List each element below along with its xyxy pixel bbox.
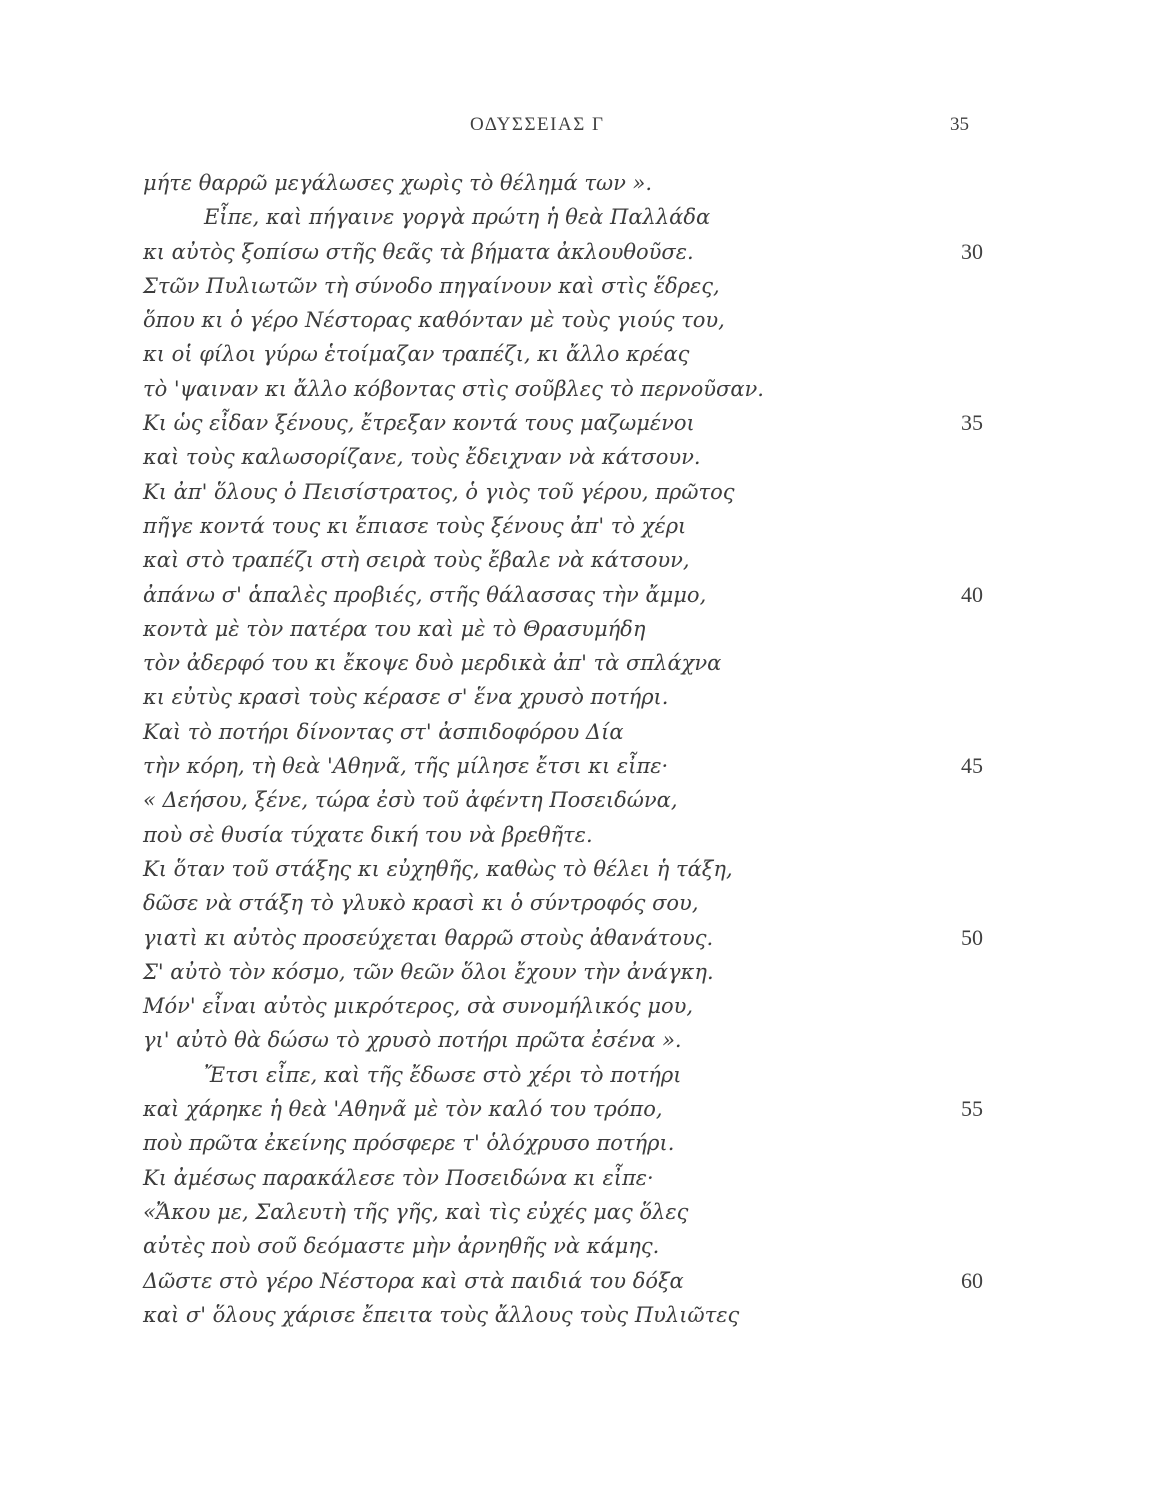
verse-text: αὐτὲς ποὺ σοῦ δεόμαστε μὴν ἀρνηθῆς νὰ κάμης. <box>143 1234 660 1259</box>
verse-text: Κι ὅταν τοῦ στάξης κι εὐχηθῆς, καθὼς τὸ θέλει ἡ τάξη, <box>143 856 733 881</box>
verse-line <box>143 1195 983 1229</box>
verse-line <box>143 921 983 955</box>
verse-line <box>143 1023 983 1057</box>
verse-line <box>143 1229 983 1263</box>
verse-text: Κι ἀμέσως παρακάλεσε τὸν Ποσειδώνα κι εἶπε· <box>143 1165 654 1190</box>
verse-line <box>143 612 983 646</box>
verse-line <box>143 989 983 1023</box>
verse-text: γι' αὐτὸ θὰ δώσω τὸ χρυσὸ ποτήρι πρῶτα ἐσένα ». <box>143 1028 682 1053</box>
verse-line <box>143 1264 983 1298</box>
verse-text: κι εὐτὺς κρασὶ τοὺς κέρασε σ' ἕνα χρυσὸ ποτήρι. <box>143 685 669 710</box>
verse-text: ποὺ πρῶτα ἐκείνης πρόσφερε τ' ὁλόχρυσο ποτήρι. <box>143 1131 675 1156</box>
verse-text: κι αὐτὸς ξοπίσω στῆς θεᾶς τὰ βήματα ἀκλουθοῦσε. <box>143 239 694 264</box>
verse-line <box>143 543 983 577</box>
verse-text: τὸν ἀδερφό του κι ἔκοψε δυὸ μερδικὰ ἀπ' τὰ σπλάχνα <box>143 651 722 676</box>
verse-line <box>143 680 983 714</box>
running-head <box>0 114 1149 144</box>
verse-line <box>143 1298 983 1332</box>
verse-text: « Δεήσου, ξένε, τώρα ἐσὺ τοῦ ἀφέντη Ποσειδώνα, <box>143 788 678 813</box>
verse-line <box>143 715 983 749</box>
verse-text: Σ' αὐτὸ τὸν κόσμο, τῶν θεῶν ὅλοι ἔχουν τὴν ἀνάγκη. <box>143 959 714 984</box>
verse-text: καὶ τοὺς καλωσορίζανε, τοὺς ἔδειχναν νὰ κάτσουν. <box>143 445 701 470</box>
line-number: 30 <box>961 238 983 264</box>
verse-text: κοντὰ μὲ τὸν πατέρα του καὶ μὲ τὸ Θρασυμήδη <box>143 616 646 641</box>
verse-line <box>143 783 983 817</box>
verse-line <box>143 852 983 886</box>
verse-text: μήτε θαρρῶ μεγάλωσες χωρὶς τὸ θέλημά των ». <box>143 171 653 195</box>
poem-text <box>143 166 983 1332</box>
running-head-title: ΟΔΥΣΣΕΙΑΣ Γ <box>470 114 605 135</box>
verse-line <box>143 200 983 234</box>
verse-text: καὶ στὸ τραπέζι στὴ σειρὰ τοὺς ἔβαλε νὰ κάτσουν, <box>143 548 690 573</box>
verse-line <box>143 818 983 852</box>
verse-text: «Ἄκου με, Σαλευτὴ τῆς γῆς, καὶ τὶς εὐχές μας ὅλες <box>143 1199 689 1224</box>
line-number: 45 <box>961 753 983 779</box>
line-number: 55 <box>961 1096 983 1122</box>
verse-line <box>143 509 983 543</box>
verse-text: Κι ἀπ' ὅλους ὁ Πεισίστρατος, ὁ γιὸς τοῦ γέρου, πρῶτος <box>143 479 735 504</box>
verse-line <box>143 578 983 612</box>
verse-text: Δῶστε στὸ γέρο Νέστορα καὶ στὰ παιδιά του δόξα <box>143 1268 684 1293</box>
verse-line <box>143 440 983 474</box>
verse-text: Στῶν Πυλιωτῶν τὴ σύνοδο πηγαίνουν καὶ στὶς ἕδρες, <box>143 273 720 298</box>
verse-text: ὅπου κι ὁ γέρο Νέστορας καθόνταν μὲ τοὺς γιούς του, <box>143 308 725 333</box>
verse-line <box>143 372 983 406</box>
verse-line <box>143 1126 983 1160</box>
verse-text: Καὶ τὸ ποτήρι δίνοντας στ' ἀσπιδοφόρου Δία <box>143 719 624 744</box>
verse-text: Εἶπε, καὶ πήγαινε γοργὰ πρώτη ἡ θεὰ Παλλάδα <box>204 205 711 230</box>
verse-text: τὸ 'ψαιναν κι ἄλλο κόβοντας στὶς σοῦβλες τὸ περνοῦσαν. <box>143 376 764 401</box>
verse-line <box>143 166 983 200</box>
verse-line <box>143 886 983 920</box>
verse-line <box>143 955 983 989</box>
verse-text: ποὺ σὲ θυσία τύχατε δική του νὰ βρεθῆτε. <box>143 822 593 847</box>
verse-line <box>143 1092 983 1126</box>
line-number: 60 <box>961 1267 983 1293</box>
verse-text: δῶσε νὰ στάξη τὸ γλυκὸ κρασὶ κι ὁ σύντροφός σου, <box>143 891 699 916</box>
verse-line <box>143 269 983 303</box>
line-number: 50 <box>961 924 983 950</box>
verse-line <box>143 1161 983 1195</box>
verse-line <box>143 475 983 509</box>
verse-text: γιατὶ κι αὐτὸς προσεύχεται θαρρῶ στοὺς ἀθανάτους. <box>143 925 714 950</box>
verse-text: τὴν κόρη, τὴ θεὰ 'Αθηνᾶ, τῆς μίλησε ἔτσι κι εἶπε· <box>143 754 669 779</box>
verse-line <box>143 303 983 337</box>
verse-line <box>143 337 983 371</box>
verse-text: Κι ὡς εἶδαν ξένους, ἔτρεξαν κοντά τους μαζωμένοι <box>143 411 695 436</box>
verse-line <box>143 646 983 680</box>
verse-text: Μόν' εἶναι αὐτὸς μικρότερος, σὰ συνομήλικός μου, <box>143 994 694 1019</box>
page-number: 35 <box>950 114 969 135</box>
verse-text: καὶ σ' ὅλους χάρισε ἔπειτα τοὺς ἄλλους τοὺς Πυλιῶτες <box>143 1302 740 1327</box>
line-number: 40 <box>961 581 983 607</box>
line-number: 35 <box>961 410 983 436</box>
verse-line <box>143 406 983 440</box>
verse-text: κι οἱ φίλοι γύρω ἑτοίμαζαν τραπέζι, κι ἄλλο κρέας <box>143 342 690 367</box>
verse-line <box>143 235 983 269</box>
verse-text: πῆγε κοντά τους κι ἔπιασε τοὺς ξένους ἀπ' τὸ χέρι <box>143 513 687 538</box>
verse-line <box>143 749 983 783</box>
verse-line <box>143 1058 983 1092</box>
verse-text: καὶ χάρηκε ἡ θεὰ 'Αθηνᾶ μὲ τὸν καλό του τρόπο, <box>143 1097 663 1122</box>
verse-text: ἀπάνω σ' ἁπαλὲς προβιές, στῆς θάλασσας τὴν ἄμμο, <box>143 582 707 607</box>
verse-text: Ἔτσι εἶπε, καὶ τῆς ἔδωσε στὸ χέρι τὸ ποτήρι <box>204 1062 682 1087</box>
